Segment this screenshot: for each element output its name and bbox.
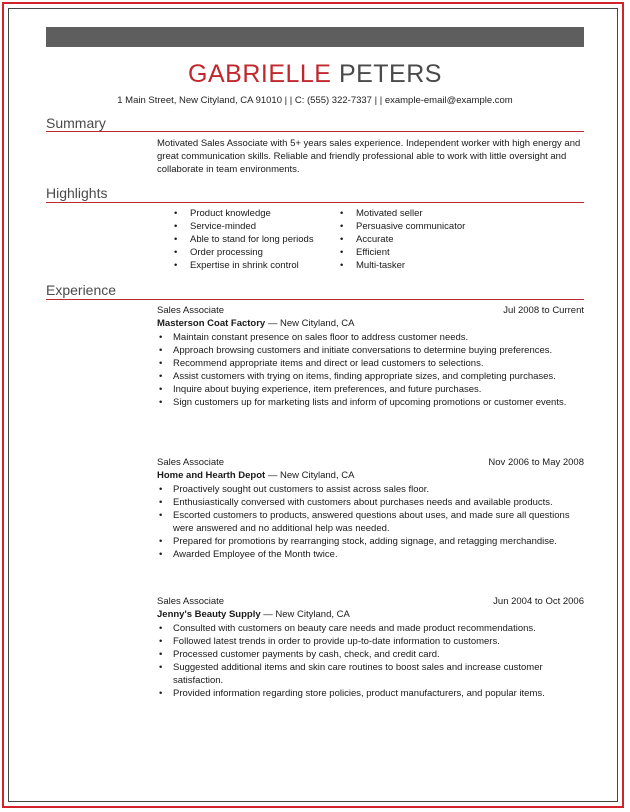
first-name: GABRIELLE: [188, 60, 332, 88]
company-name: Jenny's Beauty Supply: [157, 609, 261, 620]
job-entry: [157, 457, 584, 561]
duty-item: • Inquire about buying experience, item preferences, and future purchases.: [157, 383, 584, 396]
job-location: — New Cityland, CA: [260, 609, 350, 620]
job-location: — New Cityland, CA: [265, 318, 355, 329]
duty-item: • Sign customers up for marketing lists and inform of upcoming promotions or customer events.: [157, 396, 584, 409]
duty-item: • Processed customer payments by cash, check, and credit card.: [157, 648, 584, 661]
highlight-item: • Expertise in shrink control: [174, 259, 314, 272]
highlights-list-left: [174, 207, 314, 272]
candidate-name: [0, 60, 630, 89]
job-dates: Nov 2006 to May 2008: [488, 457, 584, 468]
contact-line: 1 Main Street, New Cityland, CA 91010 | | C: (555) 322-7337 | | example-email@example.com: [117, 95, 513, 106]
job-employer: [157, 318, 584, 331]
duty-item: • Provided information regarding store policies, product manufacturers, and popular items.: [157, 687, 584, 700]
last-name: PETERS: [338, 60, 442, 88]
experience-divider: [46, 299, 584, 300]
summary-heading: Summary: [46, 115, 106, 131]
duty-item: • Proactively sought out customers to assist across sales floor.: [157, 483, 584, 496]
job-employer: [157, 470, 584, 483]
highlights-heading: Highlights: [46, 185, 108, 201]
duty-item: • Followed latest trends in order to provide up-to-date information to customers.: [157, 635, 584, 648]
job-header: [157, 305, 584, 318]
job-header: [157, 596, 584, 609]
highlight-item: • Service-minded: [174, 220, 314, 233]
job-title: Sales Associate: [157, 596, 225, 607]
job-entry: [157, 305, 584, 409]
job-header: [157, 457, 584, 470]
job-dates: Jul 2008 to Current: [503, 305, 584, 316]
experience-heading: Experience: [46, 282, 117, 298]
company-name: Home and Hearth Depot: [157, 470, 266, 481]
duty-item: • Prepared for promotions by rearranging stock, adding signage, and retagging merchandise.: [157, 535, 584, 548]
highlight-item: • Order processing: [174, 246, 314, 259]
job-dates: Jun 2004 to Oct 2006: [493, 596, 584, 607]
highlights-divider: [46, 202, 584, 203]
highlight-item: • Motivated seller: [340, 207, 465, 220]
duty-item: • Awarded Employee of the Month twice.: [157, 548, 584, 561]
duty-item: • Maintain constant presence on sales floor to address customer needs.: [157, 331, 584, 344]
duty-item: • Assist customers with trying on items, finding appropriate sizes, and completing purchases.: [157, 370, 584, 383]
duty-item: • Approach browsing customers and initiate conversations to determine buying preferences.: [157, 344, 584, 357]
highlight-item: • Efficient: [340, 246, 465, 259]
duty-item: • Enthusiastically conversed with customers about purchases needs and available products.: [157, 496, 584, 509]
duty-item: • Recommend appropriate items and direct or lead customers to selections.: [157, 357, 584, 370]
job-duties: [157, 622, 584, 700]
summary-divider: [46, 131, 584, 132]
highlight-item: • Multi-tasker: [340, 259, 465, 272]
highlight-item: • Product knowledge: [174, 207, 314, 220]
highlight-item: • Able to stand for long periods: [174, 233, 314, 246]
highlight-item: • Persuasive communicator: [340, 220, 465, 233]
duty-item: • Consulted with customers on beauty care needs and made product recommendations.: [157, 622, 584, 635]
job-entry: [157, 596, 584, 700]
job-location: — New Cityland, CA: [265, 470, 355, 481]
job-title: Sales Associate: [157, 305, 225, 316]
company-name: Masterson Coat Factory: [157, 318, 266, 329]
summary-text: Motivated Sales Associate with 5+ years sales experience. Independent worker with high energy and great communication skills. Reliable and friendly professional able to work with little oversight and collaborate in team environments.: [157, 138, 581, 175]
highlights-list-right: [340, 207, 465, 272]
highlight-item: • Accurate: [340, 233, 465, 246]
header-bar: [46, 27, 584, 47]
duty-item: • Escorted customers to products, answered questions about uses, and made sure all questions were answered and no additional help was needed.: [157, 509, 584, 535]
job-duties: [157, 483, 584, 561]
job-employer: [157, 609, 584, 622]
job-duties: [157, 331, 584, 409]
job-title: Sales Associate: [157, 457, 225, 468]
duty-item: • Suggested additional items and skin care routines to boost sales and increase customer satisfaction.: [157, 661, 584, 687]
